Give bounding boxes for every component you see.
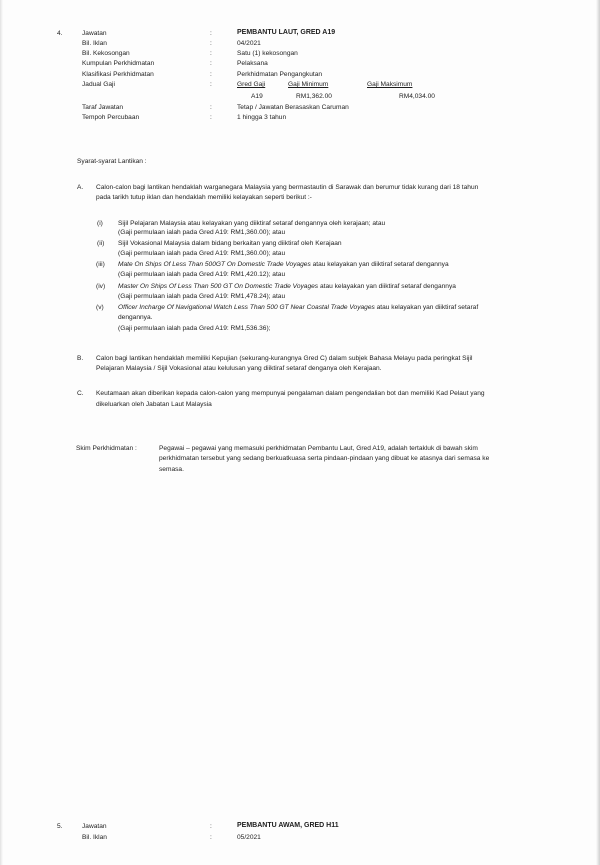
section-a-letter: A. xyxy=(77,184,84,191)
list-item-text: Sijil Pelajaran Malaysia atau kelayakan yang diiktiraf setaraf dengannya oleh kerajaan; atau xyxy=(118,220,386,227)
list-item-italic: Officer Incharge Of Navigational Watch Less Than 500 GT Near Coastal Trade Voyages xyxy=(118,304,375,311)
colon: : xyxy=(210,50,212,57)
list-item-note: (Gaji permulaan ialah pada Gred A19: RM1,420.12); atau xyxy=(118,271,286,278)
label-tempoh-percubaan: Tempoh Percubaan xyxy=(82,114,140,121)
requirements-title: Syarat-syarat Lantikan : xyxy=(77,158,147,165)
value-taraf-jawatan: Tetap / Jawatan Berasaskan Caruman xyxy=(237,104,349,111)
list-number: (iii) xyxy=(96,261,105,268)
section-a-line2: pada tarikh tutup iklan dan hendaklah memiliki kelayakan seperti berikut :- xyxy=(96,194,312,201)
item-number-5: 5. xyxy=(57,823,63,830)
section-b-line1: Calon bagi lantikan hendaklah memiliki Kepujian (sekurang-kurangnya Gred C) dalam subjek Bahasa Melayu pada peringkat Sijil xyxy=(96,355,473,362)
colon: : xyxy=(210,114,212,121)
salary-header-maximum: Gaji Maksimum xyxy=(367,81,413,88)
list-number: (iv) xyxy=(96,283,106,290)
label-taraf-jawatan: Taraf Jawatan xyxy=(82,104,124,111)
salary-value-maximum: RM4,034.00 xyxy=(399,93,435,100)
value-bil-kekosongan: Satu (1) kekosongan xyxy=(237,50,298,57)
section-b-letter: B. xyxy=(77,355,84,362)
label-bil-kekosongan: Bil. Kekosongan xyxy=(82,50,130,57)
list-number: (v) xyxy=(96,304,104,311)
page-edge-shadow-left xyxy=(0,0,3,865)
list-item-rest: atau kelayakan yan diiktiraf setaraf xyxy=(374,304,479,311)
label-kumpulan-perkhidmatan: Kumpulan Perkhidmatan xyxy=(82,60,155,67)
value-jawatan: PEMBANTU AWAM, GRED H11 xyxy=(237,822,339,829)
colon: : xyxy=(210,823,212,830)
value-kumpulan-perkhidmatan: Pelaksana xyxy=(237,60,268,67)
colon: : xyxy=(210,81,212,88)
colon: : xyxy=(210,71,212,78)
value-bil-iklan: 05/2021 xyxy=(237,834,261,841)
scheme-label: Skim Perkhidmatan : xyxy=(76,445,137,452)
salary-header-minimum: Gaji Minimum xyxy=(288,81,329,88)
label-bil-iklan: Bil. Iklan xyxy=(82,834,107,841)
scheme-line1: Pegawai – pegawai yang memasuki perkhidmatan Pembantu Laut, Gred A19, adalah tertakluk di bawah skim xyxy=(159,445,478,452)
scheme-line3: semasa. xyxy=(159,466,184,473)
item-number-4: 4. xyxy=(57,30,63,37)
list-item-note: (Gaji permulaan ialah pada Gred A19: RM1,536.36); xyxy=(118,325,271,332)
section-a-line1: Calon-calon bagi lantikan hendaklah warganegara Malaysia yang bermastautin di Sarawak dan berumur tidak kurang dari 18 tahun xyxy=(96,184,479,191)
salary-header-grade: Gred Gaji xyxy=(237,81,266,88)
list-item-italic: Master On Ships Of Less Than 500 GT On Domestic Trade Voyages xyxy=(118,283,319,290)
list-item-rest: atau kelayakan yan diiktiraf setaraf dengannya xyxy=(318,283,456,290)
label-jawatan: Jawatan xyxy=(82,30,107,37)
list-number: (ii) xyxy=(97,240,105,247)
value-jawatan: PEMBANTU LAUT, GRED A19 xyxy=(237,29,336,36)
list-item-text xyxy=(118,304,478,312)
colon: : xyxy=(210,30,212,37)
list-item-note: (Gaji permulaan ialah pada Gred A19: RM1,478.24); atau xyxy=(118,293,286,300)
list-item-rest: atau kelayakan yan diiktiraf setaraf dengannya xyxy=(310,261,449,268)
colon: : xyxy=(210,40,212,47)
label-klasifikasi-perkhidmatan: Klasifikasi Perkhidmatan xyxy=(82,71,154,78)
value-bil-iklan: 04/2021 xyxy=(237,40,261,47)
list-item-text xyxy=(118,261,449,269)
scheme-line2: perkhidmatan tersebut yang sedang berkuatkuasa serta pindaan-pindaan yang dibuat ke atasnya dari semasa ke xyxy=(159,455,490,462)
section-c-line2: dikeluarkan oleh Jabatan Laut Malaysia xyxy=(96,401,212,408)
label-bil-iklan: Bil. Iklan xyxy=(82,40,107,47)
list-item-text: Sijil Vokasional Malaysia dalam bidang berkaitan yang diiktiraf oleh Kerajaan xyxy=(118,240,342,247)
value-tempoh-percubaan: 1 hingga 3 tahun xyxy=(237,114,287,121)
colon: : xyxy=(210,104,212,111)
label-jawatan: Jawatan xyxy=(82,823,107,830)
list-item-italic: Mate On Ships Of Less Than 500GT On Domestic Trade Voyages xyxy=(118,261,311,268)
page-edge-shadow-right xyxy=(596,0,600,865)
salary-value-minimum: RM1,362.00 xyxy=(296,93,332,100)
label-jadual-gaji: Jadual Gaji xyxy=(82,81,115,88)
colon: : xyxy=(210,834,212,841)
section-b-line2: Pelajaran Malaysia / Sijil Vokasional atau kelulusan yang diiktiraf setaraf denganya oleh Kerajaan. xyxy=(96,365,382,372)
list-item-text xyxy=(118,283,456,291)
list-number: (i) xyxy=(97,220,103,227)
salary-value-grade: A19 xyxy=(251,93,263,100)
colon: : xyxy=(210,60,212,67)
list-item-note: (Gaji permulaan ialah pada Gred A19: RM1,360.00); atau xyxy=(118,229,286,236)
list-item-note: (Gaji permulaan ialah pada Gred A19: RM1,360.00); atau xyxy=(118,250,286,257)
section-c-line1: Keutamaan akan diberikan kepada calon-calon yang mempunyai pengalaman dalam pengendalian bot dan memiliki Kad Pelaut yang xyxy=(96,390,485,397)
value-klasifikasi-perkhidmatan: Perkhidmatan Pengangkutan xyxy=(237,71,323,78)
section-c-letter: C. xyxy=(77,390,84,397)
list-item-continuation: dengannya. xyxy=(118,314,153,321)
